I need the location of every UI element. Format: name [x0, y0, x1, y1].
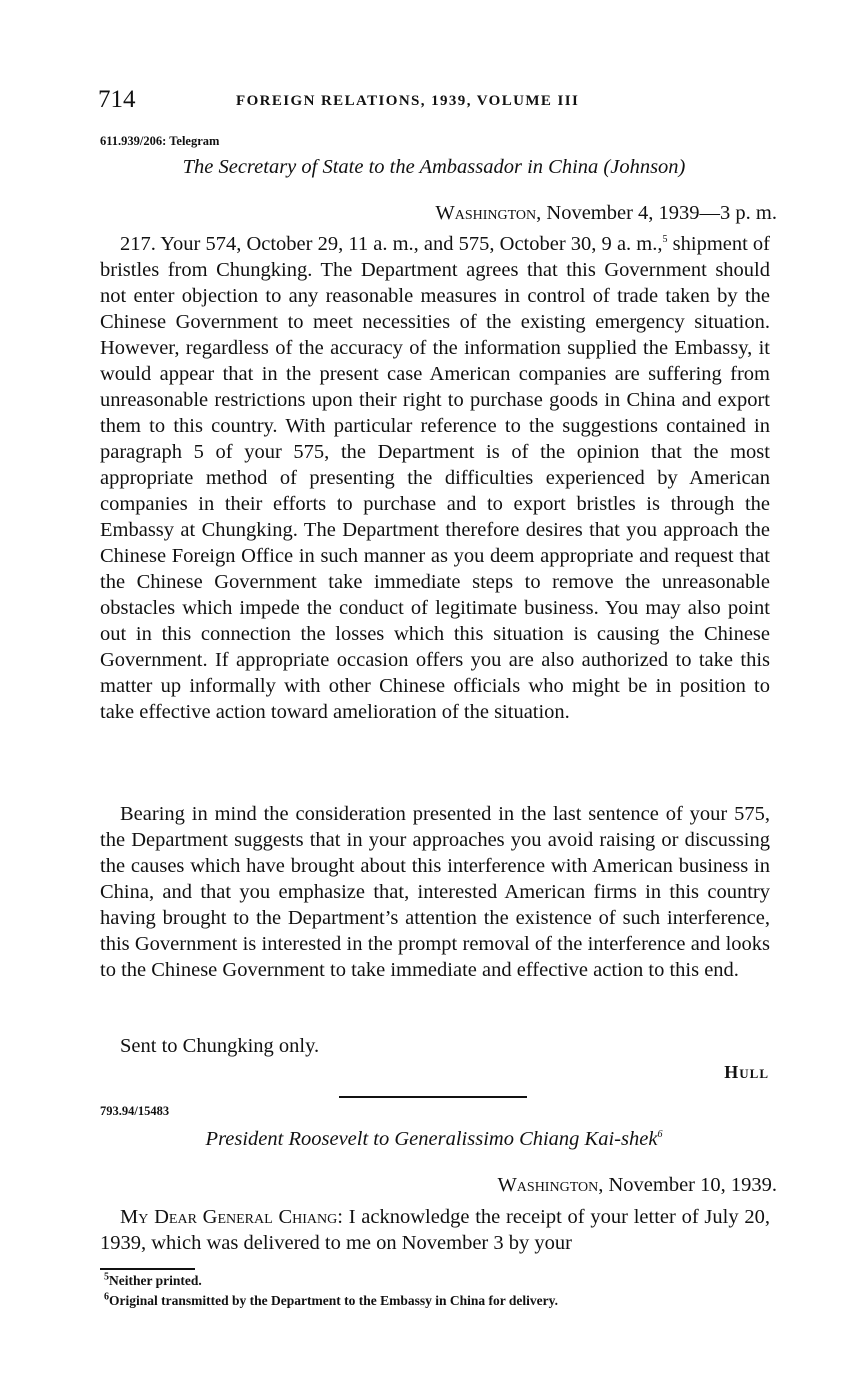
section-divider: [339, 1096, 527, 1098]
dateline-place: Washington,: [435, 202, 542, 224]
document-id: 793.94/15483: [100, 1104, 170, 1118]
dateline: [497, 1174, 777, 1197]
paragraph-body: shipment of bristles from Chungking. The Department agrees that this Government should not enter objection to any reasonable measures in control of trade taken by the Chinese Government to meet necessities of the existing emergency situation. However, regardless of the accuracy of the information supplied the Embassy, it would appear that in the present case American companies are suffering from unreasonable restrictions upon their right to purchase goods in China and export them to this country. With particular reference to the suggestions contained in paragraph 5 of your 575, the Department is of the opinion that the most appropriate method of presenting the difficulties experienced by American companies in their efforts to purchase and to export bristles is through the Embassy at Chungking. The Department therefore desires that you approach the Chinese Foreign Office in such manner as you deem appropriate and request that the Chinese Government take immediate steps to remove the unreasonable obstacles which impede the conduct of legitimate business. You may also point out in this connection the losses which this situation is causing the Chinese Government. If appropriate occasion offers you are also authorized to take this matter up informally with other Chinese officials who might be in position to take effective action toward amelioration of the situation.: [100, 233, 771, 723]
footnote-mark: 5: [104, 1271, 109, 1283]
body-paragraph: [100, 1204, 770, 1256]
footnote-text: Neither printed.: [109, 1273, 202, 1288]
signature: Hull: [724, 1062, 769, 1082]
footnote: [104, 1293, 558, 1309]
paragraph-lead: 217. Your 574, October 29, 11 a. m., and 575, October 30, 9 a. m.,: [120, 233, 663, 255]
dateline-date: November 4, 1939—3 p. m.: [546, 202, 777, 224]
body-paragraph: Bearing in mind the consideration presented in the last sentence of your 575, the Department suggests that in your approaches you avoid raising or discussing the causes which have brought about this interference with American business in China, and that you emphasize that, interested American firms in this country having brought to the Department’s attention the existence of such interference, this Government is interested in the prompt removal of the interference and looks to the Chinese Government to take immediate and effective action to this end.: [100, 803, 770, 981]
document-id: 611.939/206: Telegram: [100, 134, 220, 148]
footnote-mark: 6: [104, 1291, 109, 1303]
document-title: The Secretary of State to the Ambassador in China (Johnson): [182, 156, 686, 178]
paragraph-body: : I acknowledge the receipt of your letter of July 20, 1939, which was delivered to me on November 3 by your: [100, 1206, 770, 1254]
document-title-text: President Roosevelt to Generalissimo Chiang Kai-shek: [205, 1128, 658, 1150]
body-paragraph: Sent to Chungking only.: [120, 1035, 320, 1057]
running-title: FOREIGN RELATIONS, 1939, VOLUME III: [236, 93, 580, 109]
footnote-ref: 6: [657, 1129, 663, 1141]
dateline: [435, 202, 777, 225]
page-number: 714: [98, 86, 136, 113]
body-paragraph: [100, 231, 770, 725]
dateline-date: November 10, 1939.: [608, 1174, 777, 1196]
footnote-ref: 5: [662, 234, 668, 246]
footnote-divider: [100, 1268, 195, 1270]
salutation: My Dear General Chiang: [120, 1206, 338, 1228]
document-title: [98, 1128, 770, 1151]
footnote: [104, 1273, 202, 1289]
dateline-place: Washington,: [497, 1174, 604, 1196]
footnote-text: Original transmitted by the Department to the Embassy in China for delivery.: [109, 1293, 558, 1308]
page-header: [98, 86, 770, 116]
